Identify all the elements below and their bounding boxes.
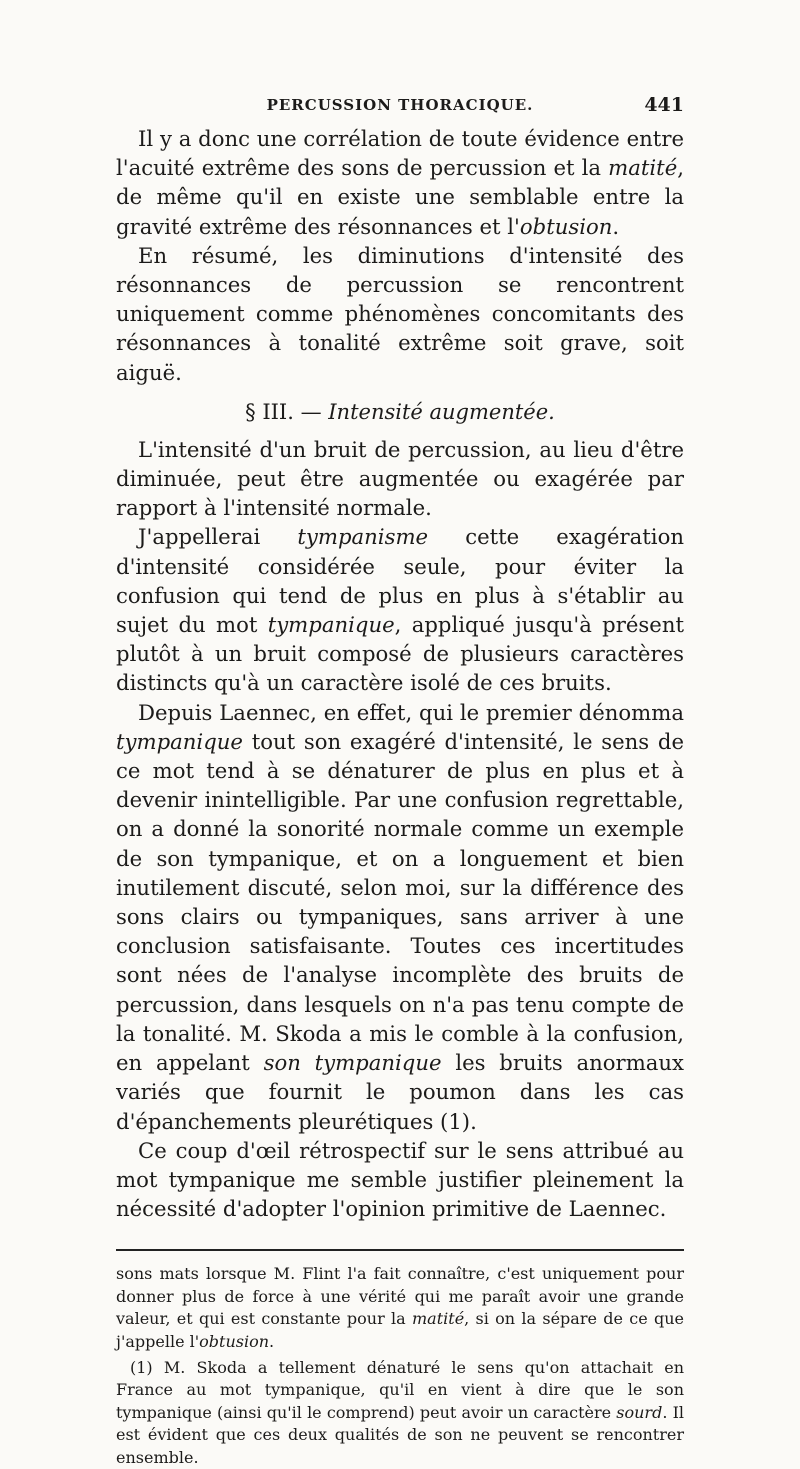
paragraph-4 [116,522,684,697]
text-run: , de même qu'il en existe une semblable entre la gravité extrême des résonnances et l' [116,155,684,239]
footnote-continuation [116,1263,684,1353]
text-run: Depuis Laennec, en effet, qui le premier dénomma [138,699,684,725]
section-title: Intensité augmentée. [328,399,555,424]
text-run: sons mats lorsque M. Flint l'a fait connaître, c'est uniquement pour donner plus de force à une vérité qui me paraît avoir une grande valeur, et qui est constante pour la [116,1264,684,1329]
paragraph-5 [116,698,684,1136]
text-run: , si on la sépare de ce que j'appelle l' [116,1309,685,1351]
page-number: 441 [644,94,684,116]
footnote-divider [116,1249,684,1251]
italic-term: matité [412,1309,465,1329]
section-heading [116,397,684,427]
italic-term: tympanique [267,612,395,638]
text-run: tout son exagéré d'intensité, le sens de ce mot tend à se dénaturer de plus en plus et à devenir inintelligible. Par une confusion regrettable, on a donné la sonorité normale comme un exemple de son tympanique, et on a longuement et bien inutilement discuté, selon moi, sur la différence des sons clairs ou tympaniques, sans arriver à une conclusion satisfaisante. Toutes ces incertitudes sont nées de l'analyse incomplète des bruits de percussion, dans lesquels on n'a pas tenu compte de la tonalité. M. Skoda a mis le comble à la confusion, en appelant [116,728,684,1076]
paragraph-3: L'intensité d'un bruit de percussion, au lieu d'être diminuée, peut être augmentée ou exagérée par rapport à l'intensité normale. [116,436,684,521]
body-text [116,124,684,1223]
footnotes [116,1263,684,1469]
text-run: . [612,213,620,239]
italic-term: son tympanique [263,1050,442,1076]
footnote-1 [116,1357,684,1469]
text-run: , appliqué jusqu'à présent plutôt à un bruit composé de plusieurs caractères distincts qu'à un caractère isolé de ces bruits. [116,612,684,696]
italic-term: matité [608,155,678,181]
italic-term: obtusion [519,213,613,239]
running-head [116,96,684,124]
italic-term: tympanisme [297,524,429,550]
italic-term: tympanique [116,728,243,754]
paragraph-2: En résumé, les diminutions d'intensité des résonnances de percussion se rencontrent uniquement comme phénomènes concomitants des résonnances à tonalité extrême soit grave, soit aiguë. [116,242,684,385]
italic-term: sourd [616,1402,663,1422]
text-run: (1) M. Skoda a tellement dénaturé le sens qu'on attachait en France au mot tympanique, qu'il en vient à dire que le son tympanique (ainsi qu'il le comprend) peut avoir un caractère [116,1357,684,1422]
paragraph-1 [116,124,684,241]
section-number: § III. — [245,399,322,424]
text-run: . Il est évident que ces deux qualités de son ne peuvent se rencontrer ensemble. [116,1402,685,1467]
text-run: . [269,1331,275,1351]
text-run: Il y a donc une corrélation de toute évidence entre l'acuité extrême des sons de percussion et la [116,126,684,181]
text-run: J'appellerai [138,524,298,550]
text-run: cette exagération d'intensité considérée seule, pour éviter la confusion qui tend de plus en plus à s'établir au sujet du mot [116,524,684,638]
text-run: les bruits anormaux variés que fournit le poumon dans les cas d'épanchements pleurétiques (1). [116,1050,685,1134]
italic-term: obtusion [199,1331,270,1351]
paragraph-6: Ce coup d'œil rétrospectif sur le sens attribué au mot tympanique me semble justifier pleinement la nécessité d'adopter l'opinion primitive de Laennec. [116,1137,684,1222]
running-head-title: PERCUSSION THORACIQUE. [266,96,534,114]
